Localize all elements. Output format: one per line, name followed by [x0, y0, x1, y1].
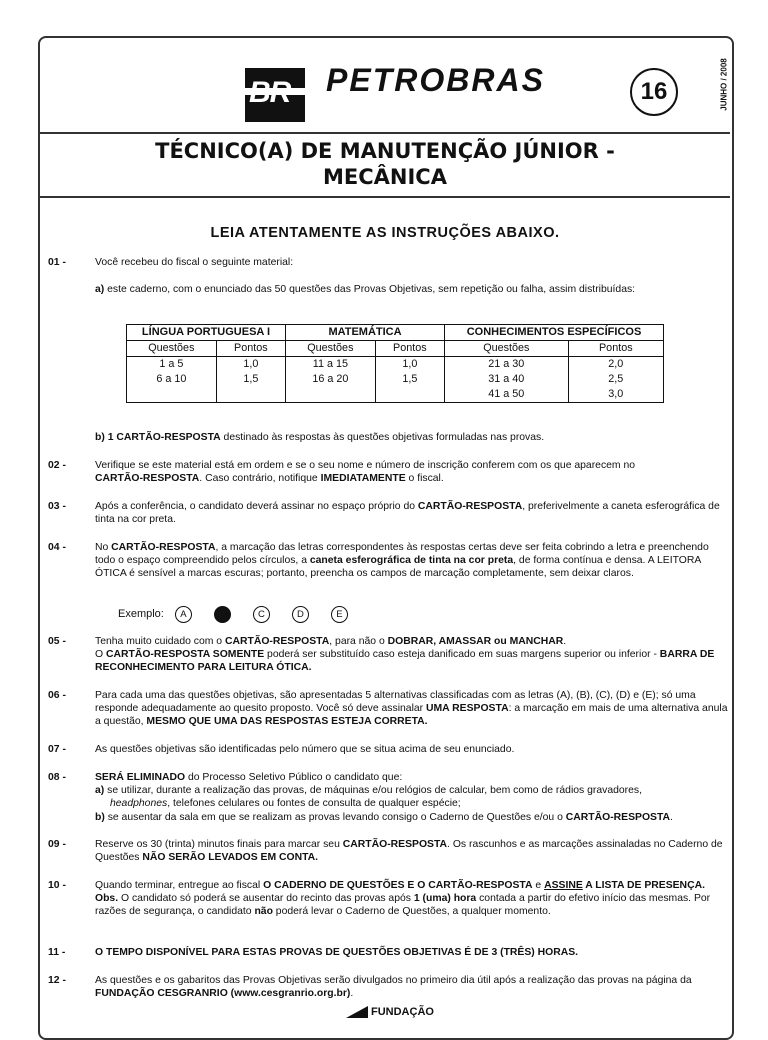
page-title: TÉCNICO(A) DE MANUTENÇÃO JÚNIOR - MECÂNICA: [155, 139, 615, 189]
instruction-11: 11 - O TEMPO DISPONÍVEL PARA ESTAS PROVAS DE QUESTÕES OBJETIVAS É DE 3 (TRÊS) HORAS.: [48, 947, 579, 958]
option-e-bubble: E: [331, 606, 348, 623]
instruction-03: 03 - Após a conferência, o candidato deverá assinar no espaço próprio do CARTÃO-RESPOSTA, preferivelmente a caneta esferográfica de tinta na cor preta.: [48, 501, 720, 526]
br-logo-text: BR: [249, 76, 291, 109]
divider: [40, 132, 730, 134]
instruction-07: 07 - As questões objetivas são identificadas pelo número que se situa acima de seu enunciado.: [48, 744, 515, 755]
exam-number: 16: [630, 68, 678, 116]
divider: [40, 196, 730, 198]
instruction-10: 10 - Quando terminar, entregue ao fiscal O CADERNO DE QUESTÕES E O CARTÃO-RESPOSTA e ASSINE A LISTA DE PRESENÇA. Obs. O candidato só poderá se ausentar do recinto das provas após 1 (uma) hora contada a partir do efetivo início das mesmas. Por razões de segurança, o candidato não poderá levar o Caderno de Questões, a qualquer momento.: [48, 880, 711, 918]
option-c-bubble: C: [253, 606, 270, 623]
answer-example: Exemplo: A C D E: [118, 606, 370, 623]
header: [40, 38, 730, 132]
instruction-08: 08 - SERÁ ELIMINADO do Processo Seletivo Público o candidato que: a) se utilizar, durante a realização das provas, de máquinas e/ou relógios de calcular, bem como de rádios gravadores, headphones, telefones celulares ou fontes de consulta de qualquer espécie; b) se ausentar da sala em que se realizam as provas levando consigo o Caderno de Questões e/ou o CARTÃO-RESPOSTA.: [48, 772, 673, 823]
score-table: LÍNGUA PORTUGUESA I MATEMÁTICA CONHECIMENTOS ESPECÍFICOS Questões Pontos Questões Pontos Questões Pontos 1 a 5 1,0 11 a 15 1,0 21 a 30 2,0 6 a 10 1,5 16 a 20 1,5 31 a 40 2,5 41 a 50 3,0: [126, 324, 664, 403]
instruction-01: 01 - Você recebeu do fiscal o seguinte material:: [48, 257, 294, 268]
instruction-04: 04 - No CARTÃO-RESPOSTA, a marcação das letras correspondentes às respostas certas deve ser feita cobrindo a letra e preenchendo todo o espaço compreendido pelos círculos, a caneta esferográfica de tinta na cor preta, de forma contínua e densa. A LEITORA ÓTICA é sensível a marcas escuras; portanto, preencha os campos de marcação completamente, sem deixar claros.: [48, 542, 709, 580]
instructions-heading: LEIA ATENTAMENTE AS INSTRUÇÕES ABAIXO.: [210, 225, 560, 241]
option-d-bubble: D: [292, 606, 309, 623]
br-logo: [245, 68, 305, 122]
instruction-01-b: b) 1 CARTÃO-RESPOSTA destinado às respostas às questões objetivas formuladas nas provas.: [95, 432, 545, 443]
option-a-bubble: A: [175, 606, 192, 623]
instruction-09: 09 - Reserve os 30 (trinta) minutos finais para marcar seu CARTÃO-RESPOSTA. Os rascunhos e as marcações assinaladas no Caderno de Questões NÃO SERÃO LEVADOS EM CONTA.: [48, 839, 723, 864]
option-b-bubble-filled: [214, 606, 231, 623]
instruction-01-a: a) este caderno, com o enunciado das 50 questões das Provas Objetivas, sem repetição ou falha, assim distribuídas:: [95, 284, 636, 295]
fundacao-logo-mark: [346, 1006, 368, 1018]
brand-name: PETROBRAS: [326, 62, 545, 98]
exam-date: JUNHO / 2008: [719, 58, 729, 111]
fundacao-logo: FUNDAÇÃO: [346, 1006, 434, 1018]
instruction-02: 02 - Verifique se este material está em ordem e se o seu nome e número de inscrição conferem com os que aparecem no CARTÃO-RESPOSTA. Caso contrário, notifique IMEDIATAMENTE o fiscal.: [48, 460, 636, 485]
instruction-05: 05 - Tenha muito cuidado com o CARTÃO-RESPOSTA, para não o DOBRAR, AMASSAR ou MANCHAR. O CARTÃO-RESPOSTA SOMENTE poderá ser substituído caso esteja danificado em suas margens superior ou inferior - BARRA DE RECONHECIMENTO PARA LEITURA ÓTICA.: [48, 636, 715, 674]
instruction-12: 12 - As questões e os gabaritos das Provas Objetivas serão divulgados no primeiro dia útil após a realização das provas na página da FUNDAÇÃO CESGRANRIO (www.cesgranrio.org.br).: [48, 975, 692, 1000]
instruction-06: 06 - Para cada uma das questões objetivas, são apresentadas 5 alternativas classificadas com as letras (A), (B), (C), (D) e (E); só uma responde adequadamente ao quesito proposto. Você só deve assinalar UMA RESPOSTA: a marcação em mais de uma alternativa anula a questão, MESMO QUE UMA DAS RESPOSTAS ESTEJA CORRETA.: [48, 690, 728, 728]
